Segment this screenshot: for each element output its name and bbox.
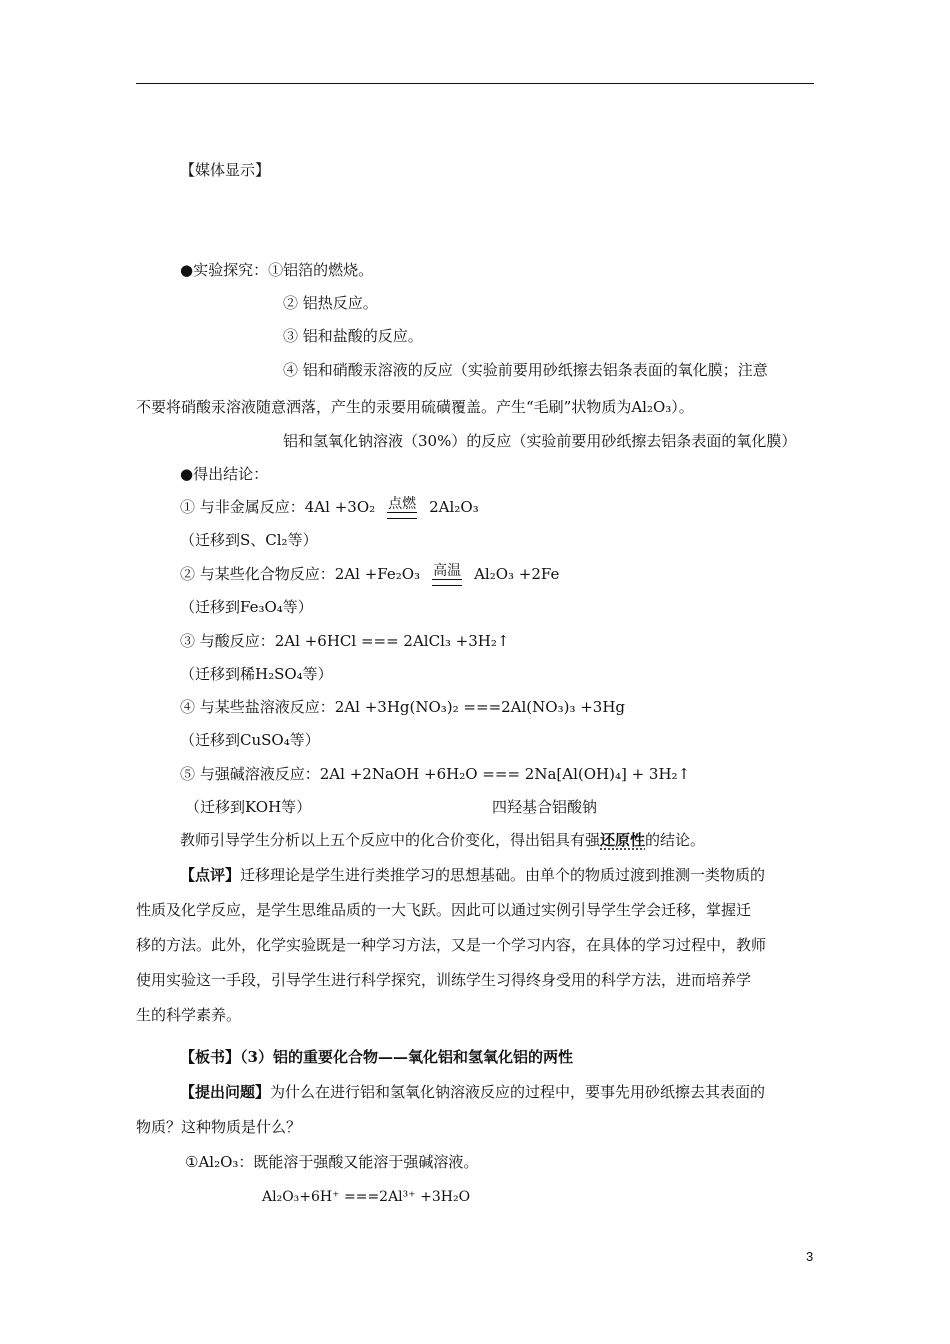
comment-line-5: 生的科学素养。 [136, 1006, 242, 1024]
conclusion-1-equation [180, 497, 479, 519]
board-label: 【板书】 [180, 1048, 241, 1066]
header-rule [136, 83, 814, 84]
conclusion-3-equation: ③ 与酸反应：2Al +6HCl === 2AlCl₃ +3H₂↑ [180, 632, 510, 650]
teacher-summary-pre: 教师引导学生分析以上五个反应中的化合价变化，得出铝具有强 [180, 831, 601, 849]
conclusion-4-note: （迁移到CuSO₄等） [180, 731, 320, 749]
board-writing [180, 1047, 573, 1067]
reaction-condition-ignite [387, 497, 417, 519]
conclusion-1-note: （迁移到S、Cl₂等） [180, 531, 318, 549]
teacher-summary [180, 830, 705, 850]
condition-label: 点燃 [388, 496, 417, 512]
comment-line-3: 移的方法。此外，化学实验既是一种学习方法，又是一个学习内容，在具体的学习过程中，教师 [136, 936, 767, 954]
conclusion-1-right: 2Al₂O₃ [429, 498, 479, 516]
comment-line-2: 性质及化学反应，是学生思维品质的一大飞跃。因此可以通过实例引导学生学会迁移，掌握迁 [136, 901, 752, 919]
conclusion-2-note: （迁移到Fe₃O₄等） [180, 598, 313, 616]
conclusions-heading: ●得出结论： [180, 465, 269, 483]
question-line-2: 物质？这种物质是什么？ [136, 1118, 302, 1136]
question-line-1 [180, 1082, 765, 1102]
question-label: 【提出问题】 [180, 1083, 271, 1101]
board-text: （3）铝的重要化合物——氧化铝和氢氧化铝的两性 [240, 1048, 573, 1066]
conclusion-2-left: ② 与某些化合物反应：2Al +Fe₂O₃ [180, 565, 421, 583]
conclusion-4-equation: ④ 与某些盐溶液反应：2Al +3Hg(NO₃)₂ ===2Al(NO₃)₃ +3Hg [180, 698, 626, 716]
conclusion-3-note: （迁移到稀H₂SO₄等） [180, 665, 333, 683]
conclusion-5-product-name: 四羟基合铝酸钠 [492, 798, 598, 816]
conclusion-2-right: Al₂O₃ +2Fe [474, 565, 560, 583]
question-text-1: 为什么在进行铝和氢氧化钠溶液反应的过程中，要事先用砂纸擦去其表面的 [270, 1083, 766, 1101]
experiment-item-5: 铝和氢氧化钠溶液（30%）的反应（实验前要用砂纸擦去铝条表面的氧化膜） [283, 432, 797, 450]
teacher-summary-emphasis: 还原性 [600, 831, 646, 849]
comment-text-line-1: 迁移理论是学生进行类推学习的思想基础。由单个的物质过渡到推测一类物质的 [240, 866, 766, 884]
conclusion-1-left: ① 与非金属反应：4Al +3O₂ [180, 498, 376, 516]
experiment-item-3: ③ 铝和盐酸的反应。 [283, 327, 423, 345]
comment-label: 【点评】 [180, 866, 241, 884]
equal-sign-bars [432, 579, 462, 586]
alumina-point: ①Al₂O₃：既能溶于强酸又能溶于强碱溶液。 [185, 1153, 479, 1171]
comment-line-4: 使用实验这一手段，引导学生进行科学探究，训练学生习得终身受用的科学方法，进而培养学 [136, 971, 752, 989]
experiment-item-4-line-2: 不要将硝酸汞溶液随意洒落，产生的汞要用硫磺覆盖。产生“毛刷”状物质为Al₂O₃）。 [136, 398, 694, 416]
condition-label: 高温 [433, 563, 462, 579]
media-heading: 【媒体显示】 [180, 161, 271, 179]
experiment-item-1: ●实验探究：①铝箔的燃烧。 [180, 261, 374, 279]
experiment-item-4-line-1: ④ 铝和硝酸汞溶液的反应（实验前要用砂纸擦去铝条表面的氧化膜；注意 [283, 361, 768, 379]
teacher-summary-post: 的结论。 [645, 831, 706, 849]
equal-sign-bars [387, 512, 417, 519]
conclusion-2-equation [180, 564, 559, 586]
page-number: 3 [806, 1249, 814, 1264]
alumina-equation: Al₂O₃+6H⁺ ===2Al³⁺ +3H₂O [262, 1189, 471, 1205]
experiment-item-2: ② 铝热反应。 [283, 294, 378, 312]
conclusion-5-equation: ⑤ 与强碱溶液反应：2Al +2NaOH +6H₂O === 2Na[Al(OH)₄] + 3H₂↑ [180, 765, 691, 783]
conclusion-5-note: （迁移到KOH等） [185, 798, 312, 816]
reaction-condition-heat [432, 564, 462, 586]
comment-line-1 [180, 865, 765, 885]
